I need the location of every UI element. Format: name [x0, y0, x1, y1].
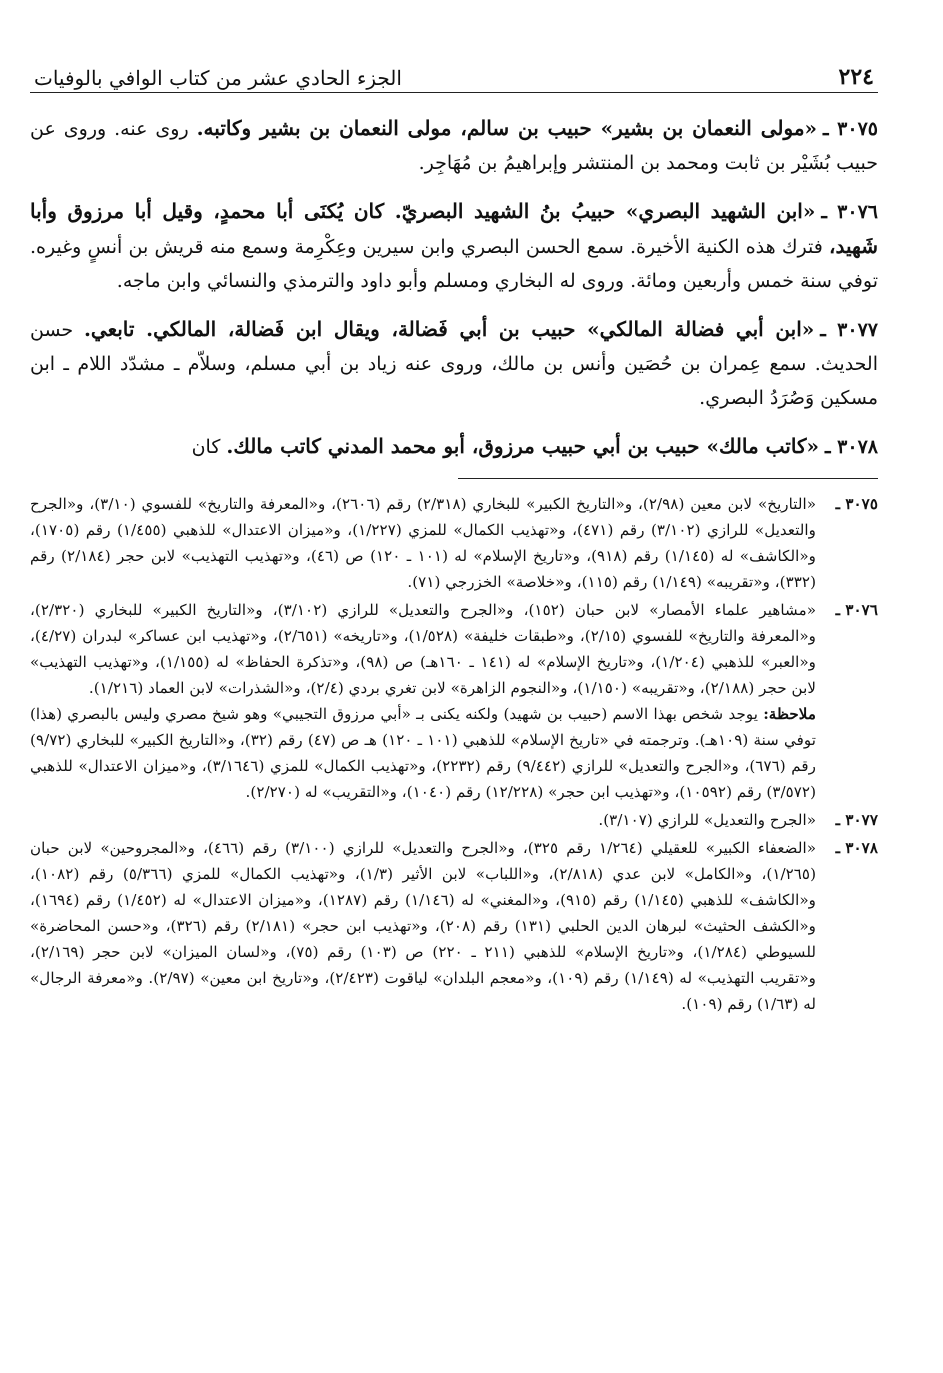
footnote-number: ٣٠٧٥ ـ: [835, 495, 878, 513]
entry-number: ٣٠٧٥ ـ: [823, 118, 878, 140]
footnotes: [30, 491, 878, 1017]
footnote-note: [30, 701, 816, 805]
entry-3077: [30, 312, 878, 415]
footnote-text: «الضعفاء الكبير» للعقيلي (١/٢٦٤ رقم ٣٢٥)، و«الجرح والتعديل» للرازي (٣/١٠٠) رقم (٤٦٦)، و«المجروحين» لابن حبان (١/٢٦٥)، و«الكامل» لابن عدي (٢/٨١٨)، و«اللباب» لابن الأثير (١/٣)، و«تهذيب الكمال» للمزي (٥/٣٦٦) رقم (١٠٨٢)، و«الكاشف» للذهبي (١/١٤٥) رقم (٩١٥)، و«المغني» له (١/١٤٦) رقم (١٢٨٧)، و«ميزان الاعتدال» له (١/٤٥٢) رقم (١٦٩٤)، و«الكشف الحثيث» لبرهان الدين الحلبي (١٣١) رقم (٢٠٨)، و«تهذيب ابن حجر» (٢/١٨١) رقم (٣٢٦)، و«حسن المحاضرة» للسيوطي (١/٢٨٤)، و«تاريخ الإسلام» للذهبي (٢١١ ـ ٢٢٠) ص (١٠٣) رقم (٧٥)، و«لسان الميزان» لابن حجر (٢/١٦٩)، و«تقريب التهذيب» له (١/١٤٩) رقم (١٠٩)، و«معجم البلدان» لياقوت (٢/٤٢٣)، و«تاريخ ابن معين» (٢/٩٧). و«معرفة الرجال» له (١/٦٣) رقم (١٠٩).: [30, 839, 817, 1013]
note-text: يوجد شخص بهذا الاسم (حبيب بن شهيد) ولكنه يكنى بـ «أبي مرزوق التجيبي» وهو شيخ مصري وليس بالبصري (هذا) توفي سنة (١٠٩هـ). وترجمته في «تاريخ الإسلام» للذهبي (١٠١ ـ ١٢٠) هـ ص (٤٧) رقم (٣٢)، و«التاريخ الكبير» للبخاري (٩/٧٢) رقم (٦٧٦)، و«الجرح والتعديل» للرازي (٩/٤٤٢) رقم (٢٢٣٢)، و«تهذيب الكمال» للمزي (٣/١٦٤٦)، و«ميزان الاعتدال» للذهبي (٣/٥٧٢) رقم (١٠٥٩٢)، و«تهذيب ابن حجر» (١٢/٢٢٨) رقم (١٠٤٠)، و«التقريب» له (٢/٢٧٠).: [30, 705, 816, 801]
entry-body: كان: [191, 436, 221, 458]
running-title: الجزء الحادي عشر من كتاب الوافي بالوفيات: [34, 66, 402, 90]
footnote-text: «التاريخ» لابن معين (٢/٩٨)، و«التاريخ الكبير» للبخاري (٢/٣١٨) رقم (٢٦٠٦)، و«المعرفة والتاريخ» للفسوي (٣/١٠)، و«الجرح والتعديل» للرازي (٣/١٠٢) رقم (٤٧١)، و«تهذيب الكمال» للمزي (١/٢٢٧)، و«ميزان الاعتدال» للذهبي (١/٤٥٥) رقم (١٧٠٥)، و«الكاشف» له (١/١٤٥) رقم (٩١٨)، و«تاريخ الإسلام» له (١٠١ ـ ١٢٠) ص (٤٦)، و«تهذيب التهذيب» لابن حجر (٢/١٨٤) رقم (٣٣٢)، و«تقريبه» (١/١٤٩) رقم (١١٥)، و«خلاصة» الخزرجي (٧١).: [30, 495, 817, 591]
footnote-3075: [30, 491, 878, 595]
footnote-3077: [30, 807, 878, 833]
entry-body: فترك هذه الكنية الأخيرة. سمع الحسن البصري وابن سيرين وعِكْرِمة وسمع منه قريش بن أنسٍ وغيره. توفي سنة خمس وأربعين ومائة. وروى له البخاري ومسلم وأبو داود والترمذي والنسائي وابن ماجه.: [30, 236, 878, 292]
entry-3076: [30, 194, 878, 298]
entry-heading: «كاتب مالك» حبيب بن أبي حبيب مرزوق، أبو محمد المدني كاتب مالك.: [226, 434, 819, 458]
entry-number: ٣٠٧٧ ـ: [820, 319, 878, 341]
entry-3078: [30, 429, 878, 464]
page-number: ٢٢٤: [838, 64, 874, 90]
book-page: [30, 46, 878, 1019]
entry-body: روى عنه. وروى عن حبيب بُشَيْر بن ثابت ومحمد بن المنتشر وإبراهيمُ بن مُهَاجِر.: [30, 118, 878, 174]
entry-3075: [30, 111, 878, 180]
entry-body: حسن الحديث. سمع عِمران بن حُصَين وأنس بن مالك، وروى عنه زياد بن أبي مسلم، وسلاّم ـ مشدّد اللام ـ ابن مسكين وَصُرَدُ البصري.: [30, 319, 878, 409]
footnote-number: ٣٠٧٨ ـ: [835, 839, 878, 857]
footnote-3078: [30, 835, 878, 1017]
entry-heading: «ابن الشهيد البصري» حبيبُ بنُ الشهيد البصريّ. كان يُكنَى أبا محمدٍ، وقيل أبا مرزوق وأبا شَهيد،: [30, 199, 879, 258]
footnote-3076: [30, 597, 878, 805]
entry-heading: «مولى النعمان بن بشير» حبيب بن سالم، مولى النعمان بن بشير وكاتبه.: [196, 116, 818, 140]
entry-number: ٣٠٧٦ ـ: [821, 201, 878, 223]
note-label: ملاحظة:: [763, 705, 816, 723]
running-header: [30, 46, 878, 93]
footnote-number: ٣٠٧٧ ـ: [835, 811, 878, 829]
footnote-text: «مشاهير علماء الأمصار» لابن حبان (١٥٢)، و«الجرح والتعديل» للرازي (٣/١٠٢)، و«التاريخ الكبير» للبخاري (٢/٣٢٠)، و«المعرفة والتاريخ» للفسوي (٢/١٥)، و«طبقات خليفة» (١/٥٢٨)، و«تاريخه» (٢/٦٥١)، و«تهذيب ابن عساكر» لبدران (٤/٢٧)، و«العبر» للذهبي (١/٢٠٤)، و«تاريخ الإسلام» له (١٤١ ـ ١٦٠هـ) ص (٩٨)، و«تذكرة الحفاظ» له (١/١٥٥)، و«تهذيب التهذيب» لابن حجر (٢/١٨٨)، و«تقريبه» (١/١٥٠)، و«النجوم الزاهرة» لابن تغري بردي (٢/٤)، و«الشذرات» لابن العماد (١/٢١٦).: [30, 601, 817, 697]
main-text: [30, 111, 878, 464]
entry-heading: «ابن أبي فضالة المالكي» حبيب بن أبي فَضالة، ويقال ابن فَضالة، المالكي. تابعي.: [83, 317, 815, 341]
footnote-number: ٣٠٧٦ ـ: [835, 601, 878, 619]
footnote-separator: [458, 478, 878, 479]
entry-number: ٣٠٧٨ ـ: [824, 436, 878, 458]
footnote-text: «الجرح والتعديل» للرازي (٣/١٠٧).: [598, 811, 816, 829]
